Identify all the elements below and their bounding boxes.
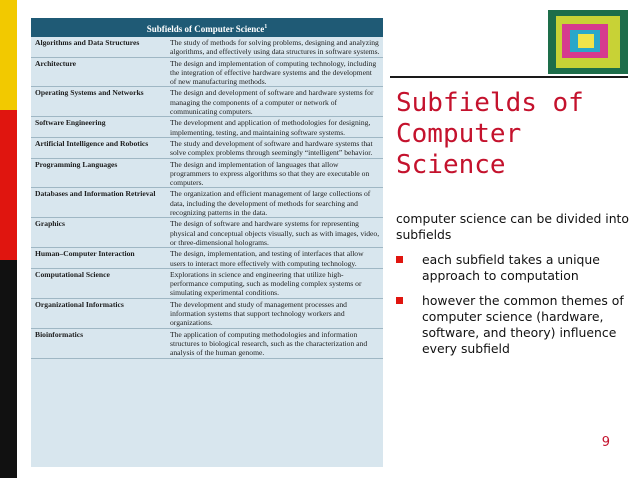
subfield-name: Computational Science: [31, 268, 164, 298]
table-row: [31, 117, 383, 138]
subfield-description: The development and application of methodologies for designing, implementing, testing, and maintaining software systems.: [164, 117, 383, 138]
subfield-description: The design and development of software and hardware systems for managing the components of a computer or network of communicating computers.: [164, 87, 383, 117]
subfield-name: Bioinformatics: [31, 328, 164, 358]
table-row: [31, 298, 383, 328]
table-title-text: Subfields of Computer Science: [146, 24, 265, 34]
table-row: [31, 137, 383, 158]
bullet-text: however the common themes of computer science (hardware, software, and theory) influence every subfield: [422, 293, 624, 356]
table-title-superscript: 1: [264, 24, 268, 30]
page-number: 9: [601, 435, 610, 450]
left-stripe-yellow: [0, 0, 17, 110]
subfield-description: The development and study of management processes and information systems that support technology workers and organizations.: [164, 298, 383, 328]
left-stripe-red: [0, 110, 17, 260]
table-title: [31, 18, 383, 37]
subfield-description: The study and development of software and hardware systems that solve complex problems through seemingly “intelligent” behavior.: [164, 137, 383, 158]
table-row: [31, 328, 383, 358]
table-row: [31, 218, 383, 248]
subfield-description: The design and implementation of computing technology, including the integration of effective hardware systems and the development of new manufacturing methods.: [164, 57, 383, 87]
subfield-description: The organization and efficient management of large collections of data, including the development of methods for searching and recognizing patterns in the data.: [164, 188, 383, 218]
intro-text: computer science can be divided into subfields: [396, 211, 629, 242]
slide-body: [396, 211, 631, 366]
bullet-item: [396, 293, 631, 357]
subfield-name: Software Engineering: [31, 117, 164, 138]
subfield-name: Databases and Information Retrieval: [31, 188, 164, 218]
table-row: [31, 158, 383, 188]
table-row: [31, 87, 383, 117]
table-row: [31, 57, 383, 87]
table-row: [31, 37, 383, 57]
bullet-text: each subfield takes a unique approach to computation: [422, 252, 600, 283]
table-row: [31, 188, 383, 218]
subfield-name: Organizational Informatics: [31, 298, 164, 328]
slide-title: Subfields of Computer Science: [396, 88, 584, 180]
subfield-name: Algorithms and Data Structures: [31, 37, 164, 57]
subfield-name: Graphics: [31, 218, 164, 248]
circuit-board-logo-icon: [548, 10, 628, 74]
table-row: [31, 248, 383, 269]
subfield-description: The design, implementation, and testing of interfaces that allow users to interact more effectively with computing technology.: [164, 248, 383, 269]
title-divider: [390, 76, 628, 78]
bullet-list: [396, 252, 631, 357]
subfield-name: Operating Systems and Networks: [31, 87, 164, 117]
subfield-name: Artificial Intelligence and Robotics: [31, 137, 164, 158]
subfield-description: The design and implementation of languages that allow programmers to express algorithms so that they are executable on computers.: [164, 158, 383, 188]
table-row: [31, 268, 383, 298]
subfield-name: Programming Languages: [31, 158, 164, 188]
red-square-bullet-icon: [396, 297, 403, 304]
subfield-description: The study of methods for solving problems, designing and analyzing algorithms, and effectively using data structures in software systems.: [164, 37, 383, 57]
subfield-description: The design of software and hardware systems for representing physical and conceptual objects visually, such as with images, video, or three-dimensional holograms.: [164, 218, 383, 248]
subfield-description: The application of computing methodologies and information structures to biological research, such as the characterization and analysis of the human genome.: [164, 328, 383, 358]
subfield-name: Human–Computer Interaction: [31, 248, 164, 269]
red-square-bullet-icon: [396, 256, 403, 263]
bullet-item: [396, 252, 631, 284]
subfield-name: Architecture: [31, 57, 164, 87]
left-stripe-black: [0, 260, 17, 478]
subfields-table: [31, 18, 383, 467]
subfield-description: Explorations in science and engineering that utilize high-performance computing, such as modeling complex systems or simulating experimental conditions.: [164, 268, 383, 298]
table-body: [31, 37, 383, 359]
